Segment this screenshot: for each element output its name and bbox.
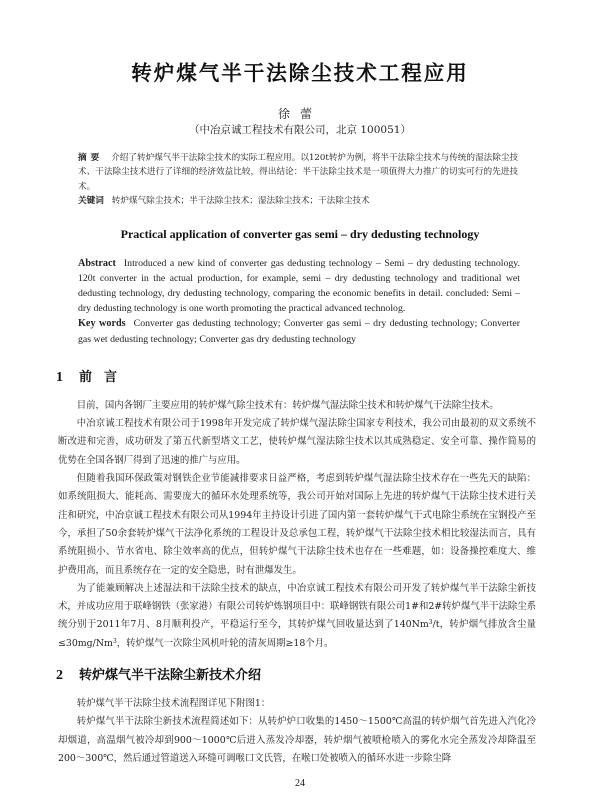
section-1-title: 前言 — [79, 369, 130, 385]
author-affiliation: （中冶京诚工程技术有限公司，北京 100051） — [189, 124, 411, 136]
section-1-body — [58, 397, 536, 653]
keywords-cn-label: 关键词 — [78, 196, 104, 207]
paper-title: 转炉煤气半干法除尘技术工程应用 — [131, 61, 469, 85]
keywords-cn-paragraph — [78, 194, 518, 208]
section-1-paragraph-2: 中冶京诚工程技术有限公司于1998年开发完成了转炉煤气湿法除尘国家专利技术，我公司由最初的双文系统不断改进和完善，成功研发了第五代新型塔文工艺，使转炉煤气湿法除尘技术以其成熟稳定、安全可靠、操作简易的优势在全国各钢厂得到了迅速的推广与应用。 — [58, 418, 536, 466]
keywords-en-label: Key words — [78, 318, 126, 330]
abstract-cn-paragraph — [78, 151, 518, 194]
abstract-en-label: Abstract — [78, 257, 116, 269]
section-1-paragraph-3: 但随着我国环保政策对钢铁企业节能减排要求日益严格，考虑到转炉煤气湿法除尘技术存在一些先天的缺陷：如系统阻损大、能耗高、需要庞大的循环水处理系统等，我公司开始对国际上先进的转炉煤气干法除尘技术进行关注和研究，中冶京诚工程技术有限公司从1994年主持设计引进了国内第一套转炉煤气干式电除尘系统在宝钢投产至今，承担了50余套转炉煤气干法净化系统的工程设计及总承包工程，转炉煤气干法除尘技术相比较湿法而言，具有系统阻损小、节水省电、除尘效率高的优点，但转炉煤气干法除尘技术也存在一些难题，如：设备操控难度大、维护费用高，而且系统存在一定的安全隐患，时有泄爆发生。 — [58, 473, 536, 576]
abstract-cn-label: 摘要 — [78, 153, 104, 163]
para4-text-c: ，转炉煤气一次除尘风机叶轮的清灰周期≥18个月。 — [116, 637, 334, 649]
para4-text-b: /t，转炉烟气排放含尘量≤30mg/Nm — [58, 619, 537, 649]
section-2-paragraph-2: 转炉煤气半干法除尘新技术流程简述如下：从转炉炉口收集的1450～1500℃高温的转炉烟气首先进入汽化冷却烟道，高温烟气被冷却到900～1000℃后进入蒸发冷却器，转炉烟气被喷枪喷入的雾化水完全蒸发冷却降温至200～300℃，然后通过管道送入环缝可调喉口文氏管，在喉口处被喷入的循环水进一步除尘降 — [58, 716, 536, 764]
abstract-cn-text: 介绍了转炉煤气半干法除尘技术的实际工程应用。以120t转炉为例，将半干法除尘技术与传统的湿法除尘技术、干法除尘技术进行了详细的经济效益比较，得出结论：半干法除尘技术是一项值得大力推广的切实可行的先进技术。 — [78, 153, 518, 192]
section-2-body — [58, 695, 536, 768]
superscript-cubed: 3 — [428, 619, 433, 627]
keywords-en-paragraph — [78, 316, 520, 346]
abstract-en-text: Introduced a new kind of converter gas dedusting technology – Semi – dry dedusting technology. 120t converter in the actual production, for example, semi – dry dedusting technology and traditional wet dedusting technology, dry dedusting technology, comparing the economic benefits in detail. concluded: Semi – dry dedusting technology is one worth promoting the practical advanced technolog. — [78, 257, 520, 315]
para4-text-a: 为了能兼顾解决上述湿法和干法除尘技术的缺点，中冶京诚工程技术有限公司开发了转炉煤气半干法除尘新技术，并成功应用于联峰钢铁（张家港）有限公司转炉炼钢项目中：联峰钢铁有限公司1#和2#转炉煤气半干法除尘系统分别于2011年7月、8月顺利投产，平稳运行至今，其转炉煤气回收量达到了140Nm — [58, 582, 536, 631]
section-1-number: 1 — [56, 369, 63, 385]
author-name: 徐蕾 — [277, 107, 322, 121]
section-1-heading — [56, 369, 600, 387]
section-2-paragraph-1: 转炉煤气半干法除尘技术流程图详见下附图1： — [76, 698, 271, 709]
abstract-en-paragraph — [78, 256, 520, 317]
section-1-paragraph-1: 目前，国内各钢厂主要应用的转炉煤气除尘技术有：转炉煤气湿法除尘技术和转炉煤气干法除尘技术。 — [76, 399, 499, 411]
section-2-number: 2 — [56, 668, 63, 683]
abstract-english — [78, 256, 520, 347]
page-number: 24 — [295, 778, 305, 790]
section-1-paragraph-4 — [58, 580, 536, 653]
section-2-heading — [56, 667, 600, 685]
section-2-title: 转炉煤气半干法除尘新技术介绍 — [79, 668, 262, 683]
keywords-cn-text: 转炉煤气除尘技术；半干法除尘技术；湿法除尘技术；干法除尘技术 — [111, 196, 370, 207]
keywords-en-text: Converter gas dedusting technology; Converter gas semi – dry dedusting technology; Converter gas wet dedusting technology; Converter gas dry dedusting technology — [78, 318, 520, 345]
superscript-cubed: 3 — [112, 637, 117, 645]
english-title: Practical application of converter gas semi – dry dedusting technology — [120, 226, 480, 241]
abstract-chinese — [78, 151, 518, 209]
